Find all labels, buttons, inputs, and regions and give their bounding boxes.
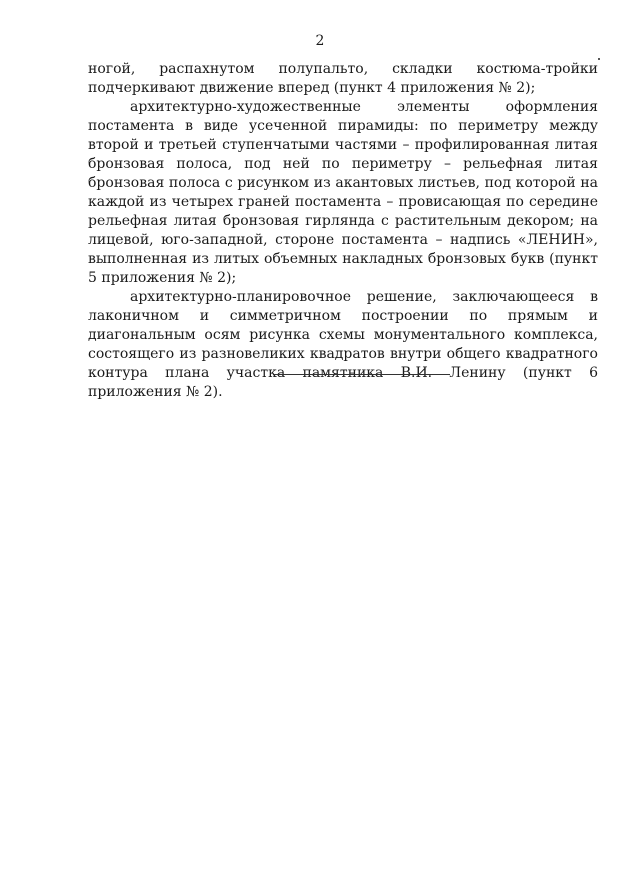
end-of-text-rule (274, 374, 450, 375)
page-number: 2 (315, 33, 325, 49)
paragraph-pedestal-elements: архитектурно-художественные элементы оформления постамента в виде усеченной пирамиды: по периметру между второй и третьей ступенчатыми частями – профилированная литая бронзовая полоса, под ней по периметру – рельефная литая бронзовая полоса с рисунком из акантовых листьев, под которой на каждой из четырех граней постамента – провисающая по середине рельефная литая бронзовая гирлянда с растительным декором; на лицевой, юго-западной, стороне постамента – надпись «ЛЕНИН», выполненная из литых объемных накладных бронзовых букв (пункт 5 приложения № 2); (88, 99, 598, 286)
paragraph-continuation: ногой, распахнутом полупальто, складки костюма-тройки подчеркивают движение вперед (пункт 4 приложения № 2); (88, 61, 598, 96)
scan-speck (598, 58, 600, 60)
paragraph-planning-solution: архитектурно-планировочное решение, заключающееся в лаконичном и симметричном построении по прямым и диагональным осям рисунка схемы монументального комплекса, состоящего из разновеликих квадратов внутри общего квадратного контура плана участка памятника В.И. Ленину (пункт 6 приложения № 2). (88, 289, 598, 400)
document-body (88, 60, 598, 402)
